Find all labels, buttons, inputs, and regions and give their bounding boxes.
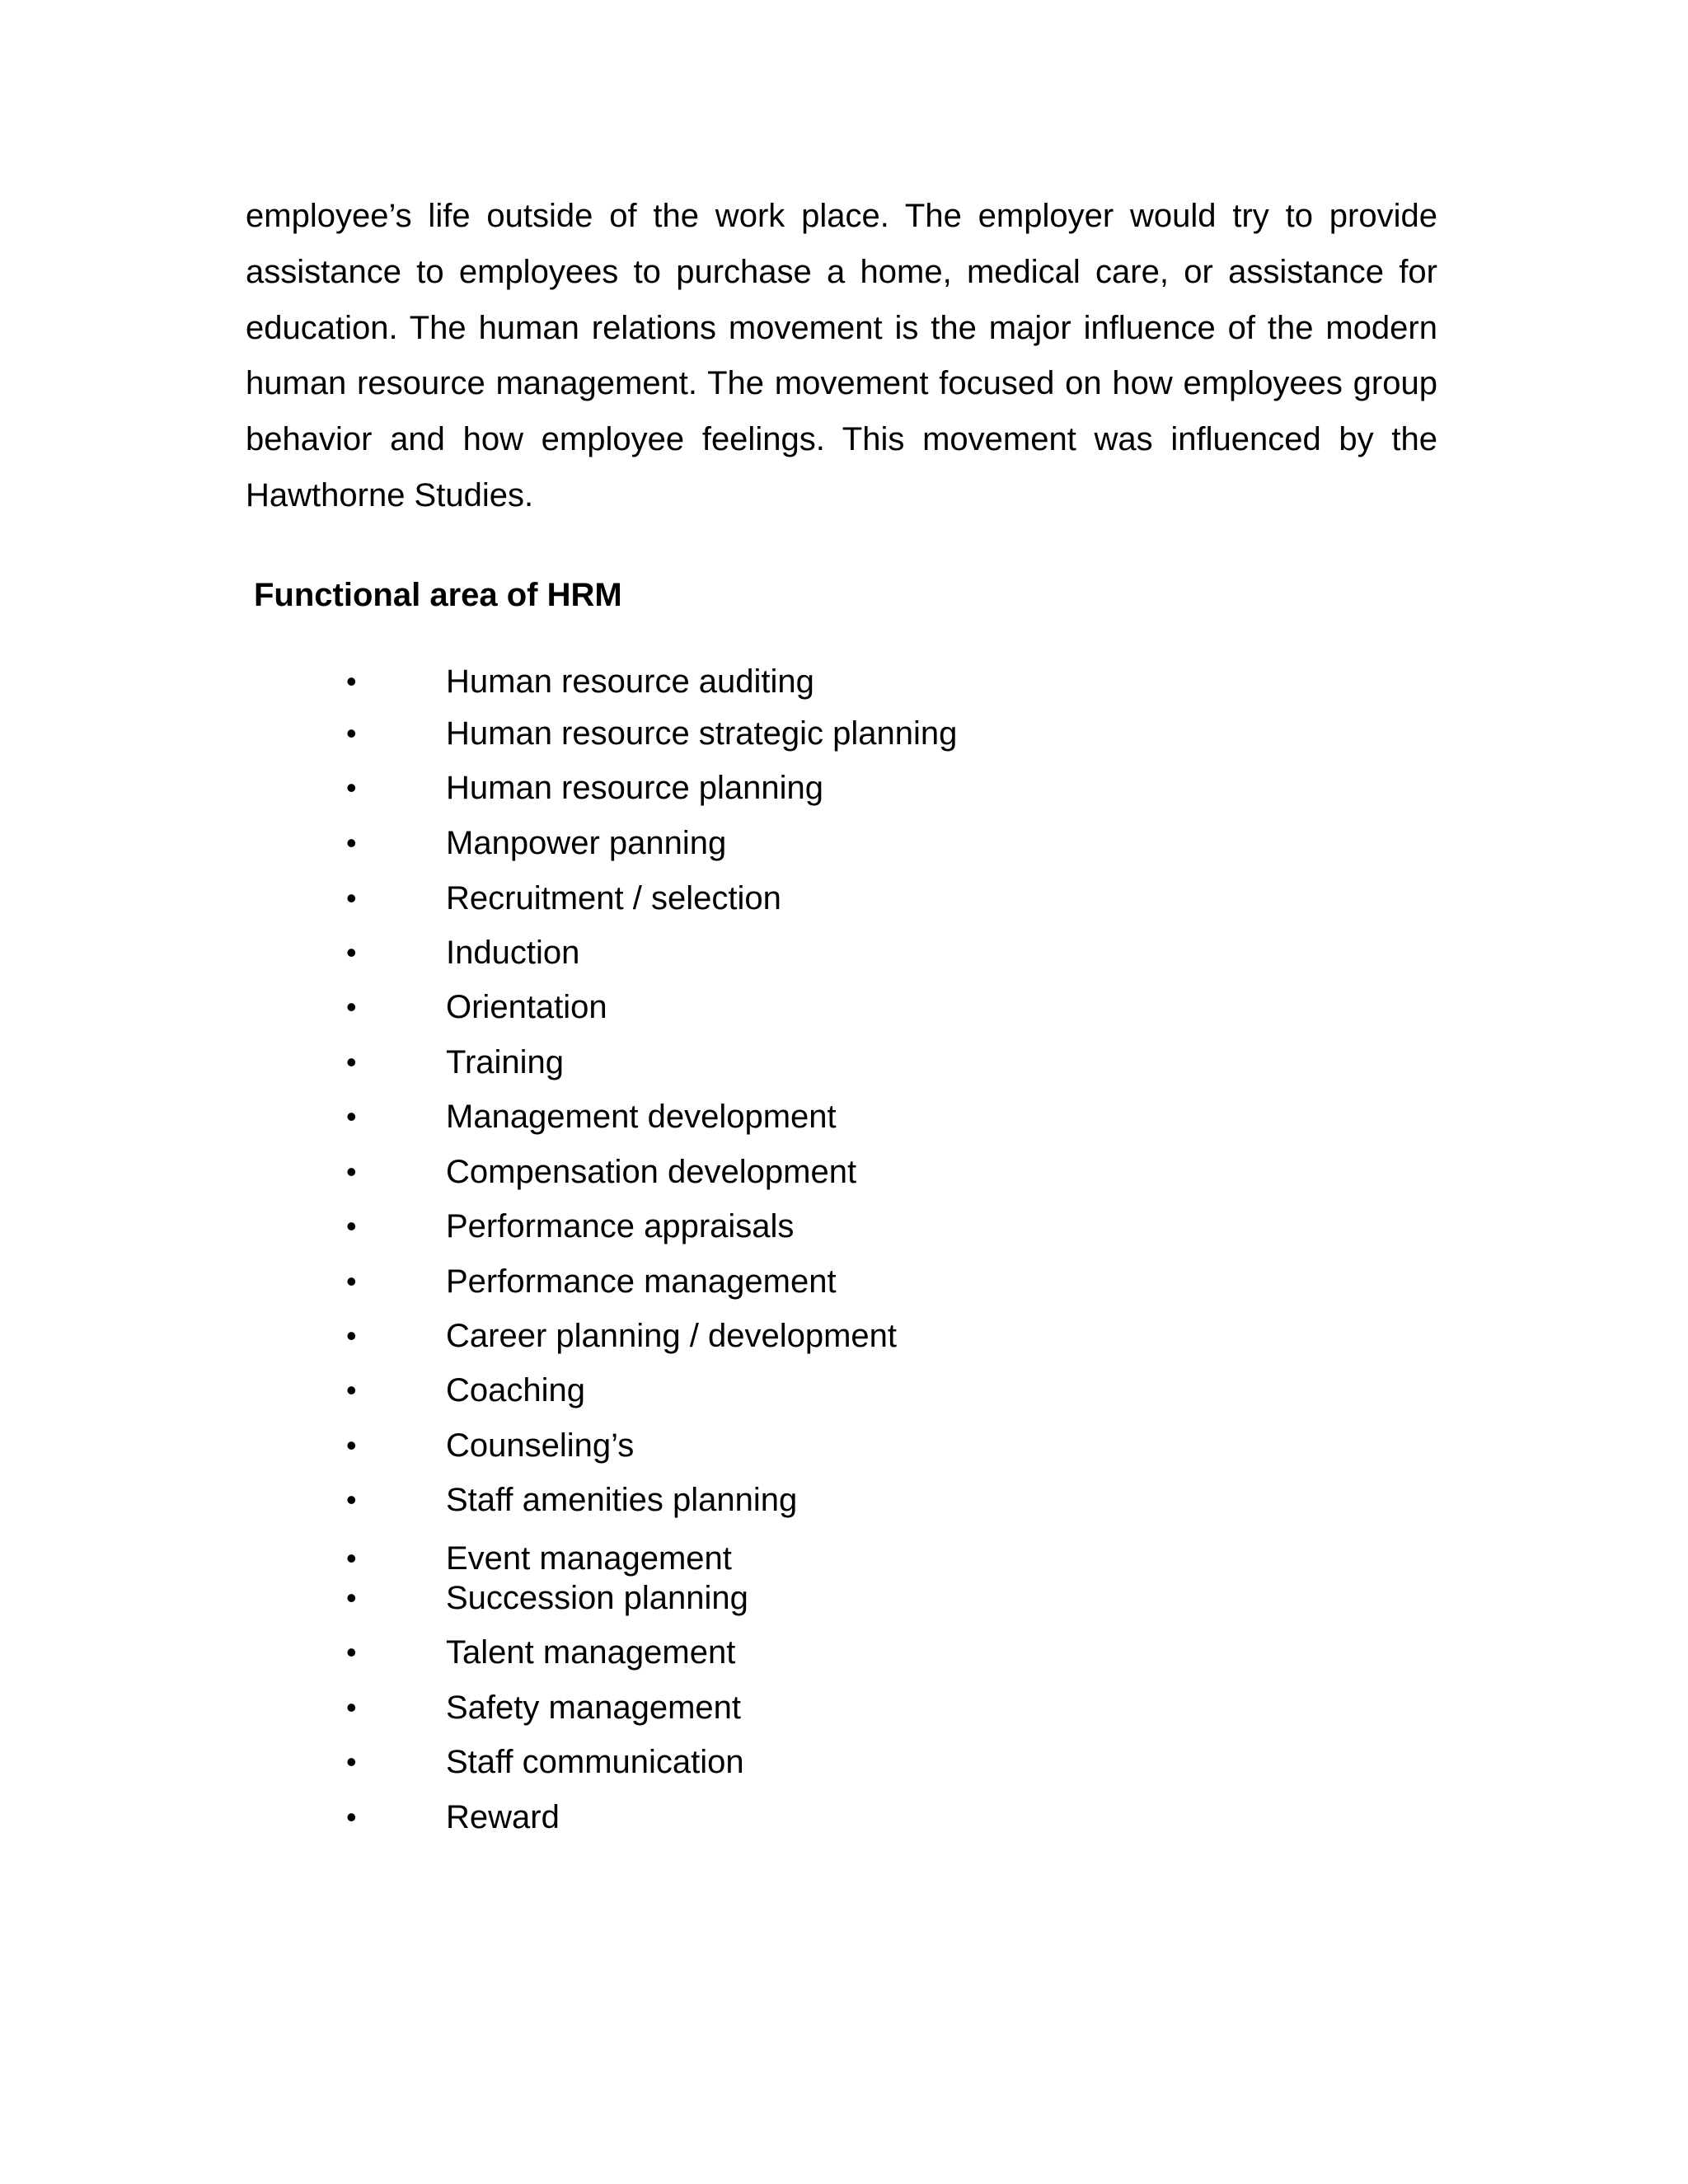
- list-item: [0, 1094, 1154, 1140]
- list-item: [0, 1422, 1154, 1469]
- list-item: [0, 658, 1154, 705]
- list-item-text: Staff communication: [446, 1744, 744, 1780]
- list-item: [0, 1203, 1154, 1249]
- list-item-text: Compensation development: [446, 1154, 857, 1190]
- list-item: [0, 1258, 1154, 1305]
- list-item-text: Human resource planning: [446, 770, 824, 806]
- list-item: [0, 1794, 1154, 1840]
- paragraph-line: Hawthorne Studies.: [246, 477, 534, 513]
- list-item: [0, 930, 1154, 976]
- bullet-icon: •: [346, 1581, 357, 1615]
- list-item-text: Safety management: [446, 1690, 741, 1726]
- bullet-icon: •: [346, 771, 357, 804]
- paragraph-line: employee’s life outside of the work place. The employer would try to provide: [246, 198, 1437, 234]
- bullet-icon: •: [346, 1745, 357, 1779]
- bullet-icon: •: [346, 1264, 357, 1298]
- bullet-icon: •: [346, 1155, 357, 1188]
- bullet-icon: •: [346, 664, 357, 698]
- list-item-text: Staff amenities planning: [446, 1482, 798, 1518]
- bullet-icon: •: [346, 1635, 357, 1669]
- bullet-icon: •: [346, 1209, 357, 1243]
- list-item: [0, 1367, 1154, 1413]
- list-item-text: Counseling’s: [446, 1427, 635, 1464]
- list-item: [0, 710, 1154, 757]
- paragraph-line: education. The human relations movement is the major influence of the modern: [246, 310, 1437, 346]
- list-item: [0, 984, 1154, 1030]
- bullet-icon: •: [346, 1428, 357, 1462]
- list-item-text: Orientation: [446, 989, 607, 1025]
- list-item-text: Career planning / development: [446, 1318, 898, 1354]
- list-item: [0, 1313, 1154, 1359]
- list-item: [0, 1149, 1154, 1195]
- bullet-icon: •: [346, 716, 357, 750]
- list-item: [0, 1739, 1154, 1785]
- list-item-text: Succession planning: [446, 1580, 748, 1616]
- list-item-text: Recruitment / selection: [446, 880, 781, 916]
- list-item-text: Manpower panning: [446, 825, 727, 861]
- list-item-text: Event management: [446, 1540, 732, 1577]
- bullet-icon: •: [346, 1690, 357, 1724]
- list-item: [0, 1039, 1154, 1085]
- list-item-text: Performance appraisals: [446, 1208, 795, 1244]
- paragraph-line: behavior and how employee feelings. This movement was influenced by the: [246, 421, 1437, 457]
- list-item-text: Training: [446, 1044, 565, 1080]
- list-item-text: Induction: [446, 935, 580, 971]
- list-item: [0, 1685, 1154, 1731]
- bullet-icon: •: [346, 1541, 357, 1575]
- bullet-icon: •: [346, 1373, 357, 1407]
- list-item-text: Human resource auditing: [446, 663, 814, 700]
- list-item: [0, 765, 1154, 811]
- bullet-icon: •: [346, 1483, 357, 1516]
- list-item-text: Talent management: [446, 1634, 736, 1671]
- list-item-text: Management development: [446, 1099, 837, 1135]
- paragraph-line: assistance to employees to purchase a home, medical care, or assistance for: [246, 254, 1437, 290]
- bullet-icon: •: [346, 881, 357, 915]
- bullet-icon: •: [346, 1045, 357, 1079]
- section-heading: Functional area of HRM: [254, 577, 622, 613]
- paragraph-line: human resource management. The movement focused on how employees group: [246, 365, 1437, 401]
- list-item-text: Coaching: [446, 1372, 586, 1408]
- bullet-icon: •: [346, 826, 357, 860]
- list-item-text: Performance management: [446, 1263, 837, 1300]
- bullet-icon: •: [346, 1800, 357, 1834]
- list-item: [0, 1575, 1154, 1621]
- list-item: [0, 820, 1154, 866]
- list-item: [0, 1629, 1154, 1675]
- list-item-text: Reward: [446, 1799, 560, 1835]
- bullet-icon: •: [346, 1099, 357, 1133]
- list-item-text: Human resource strategic planning: [446, 715, 958, 752]
- bullet-icon: •: [346, 990, 357, 1024]
- bullet-icon: •: [346, 935, 357, 969]
- list-item: [0, 875, 1154, 921]
- bullet-icon: •: [346, 1319, 357, 1352]
- list-item: [0, 1477, 1154, 1523]
